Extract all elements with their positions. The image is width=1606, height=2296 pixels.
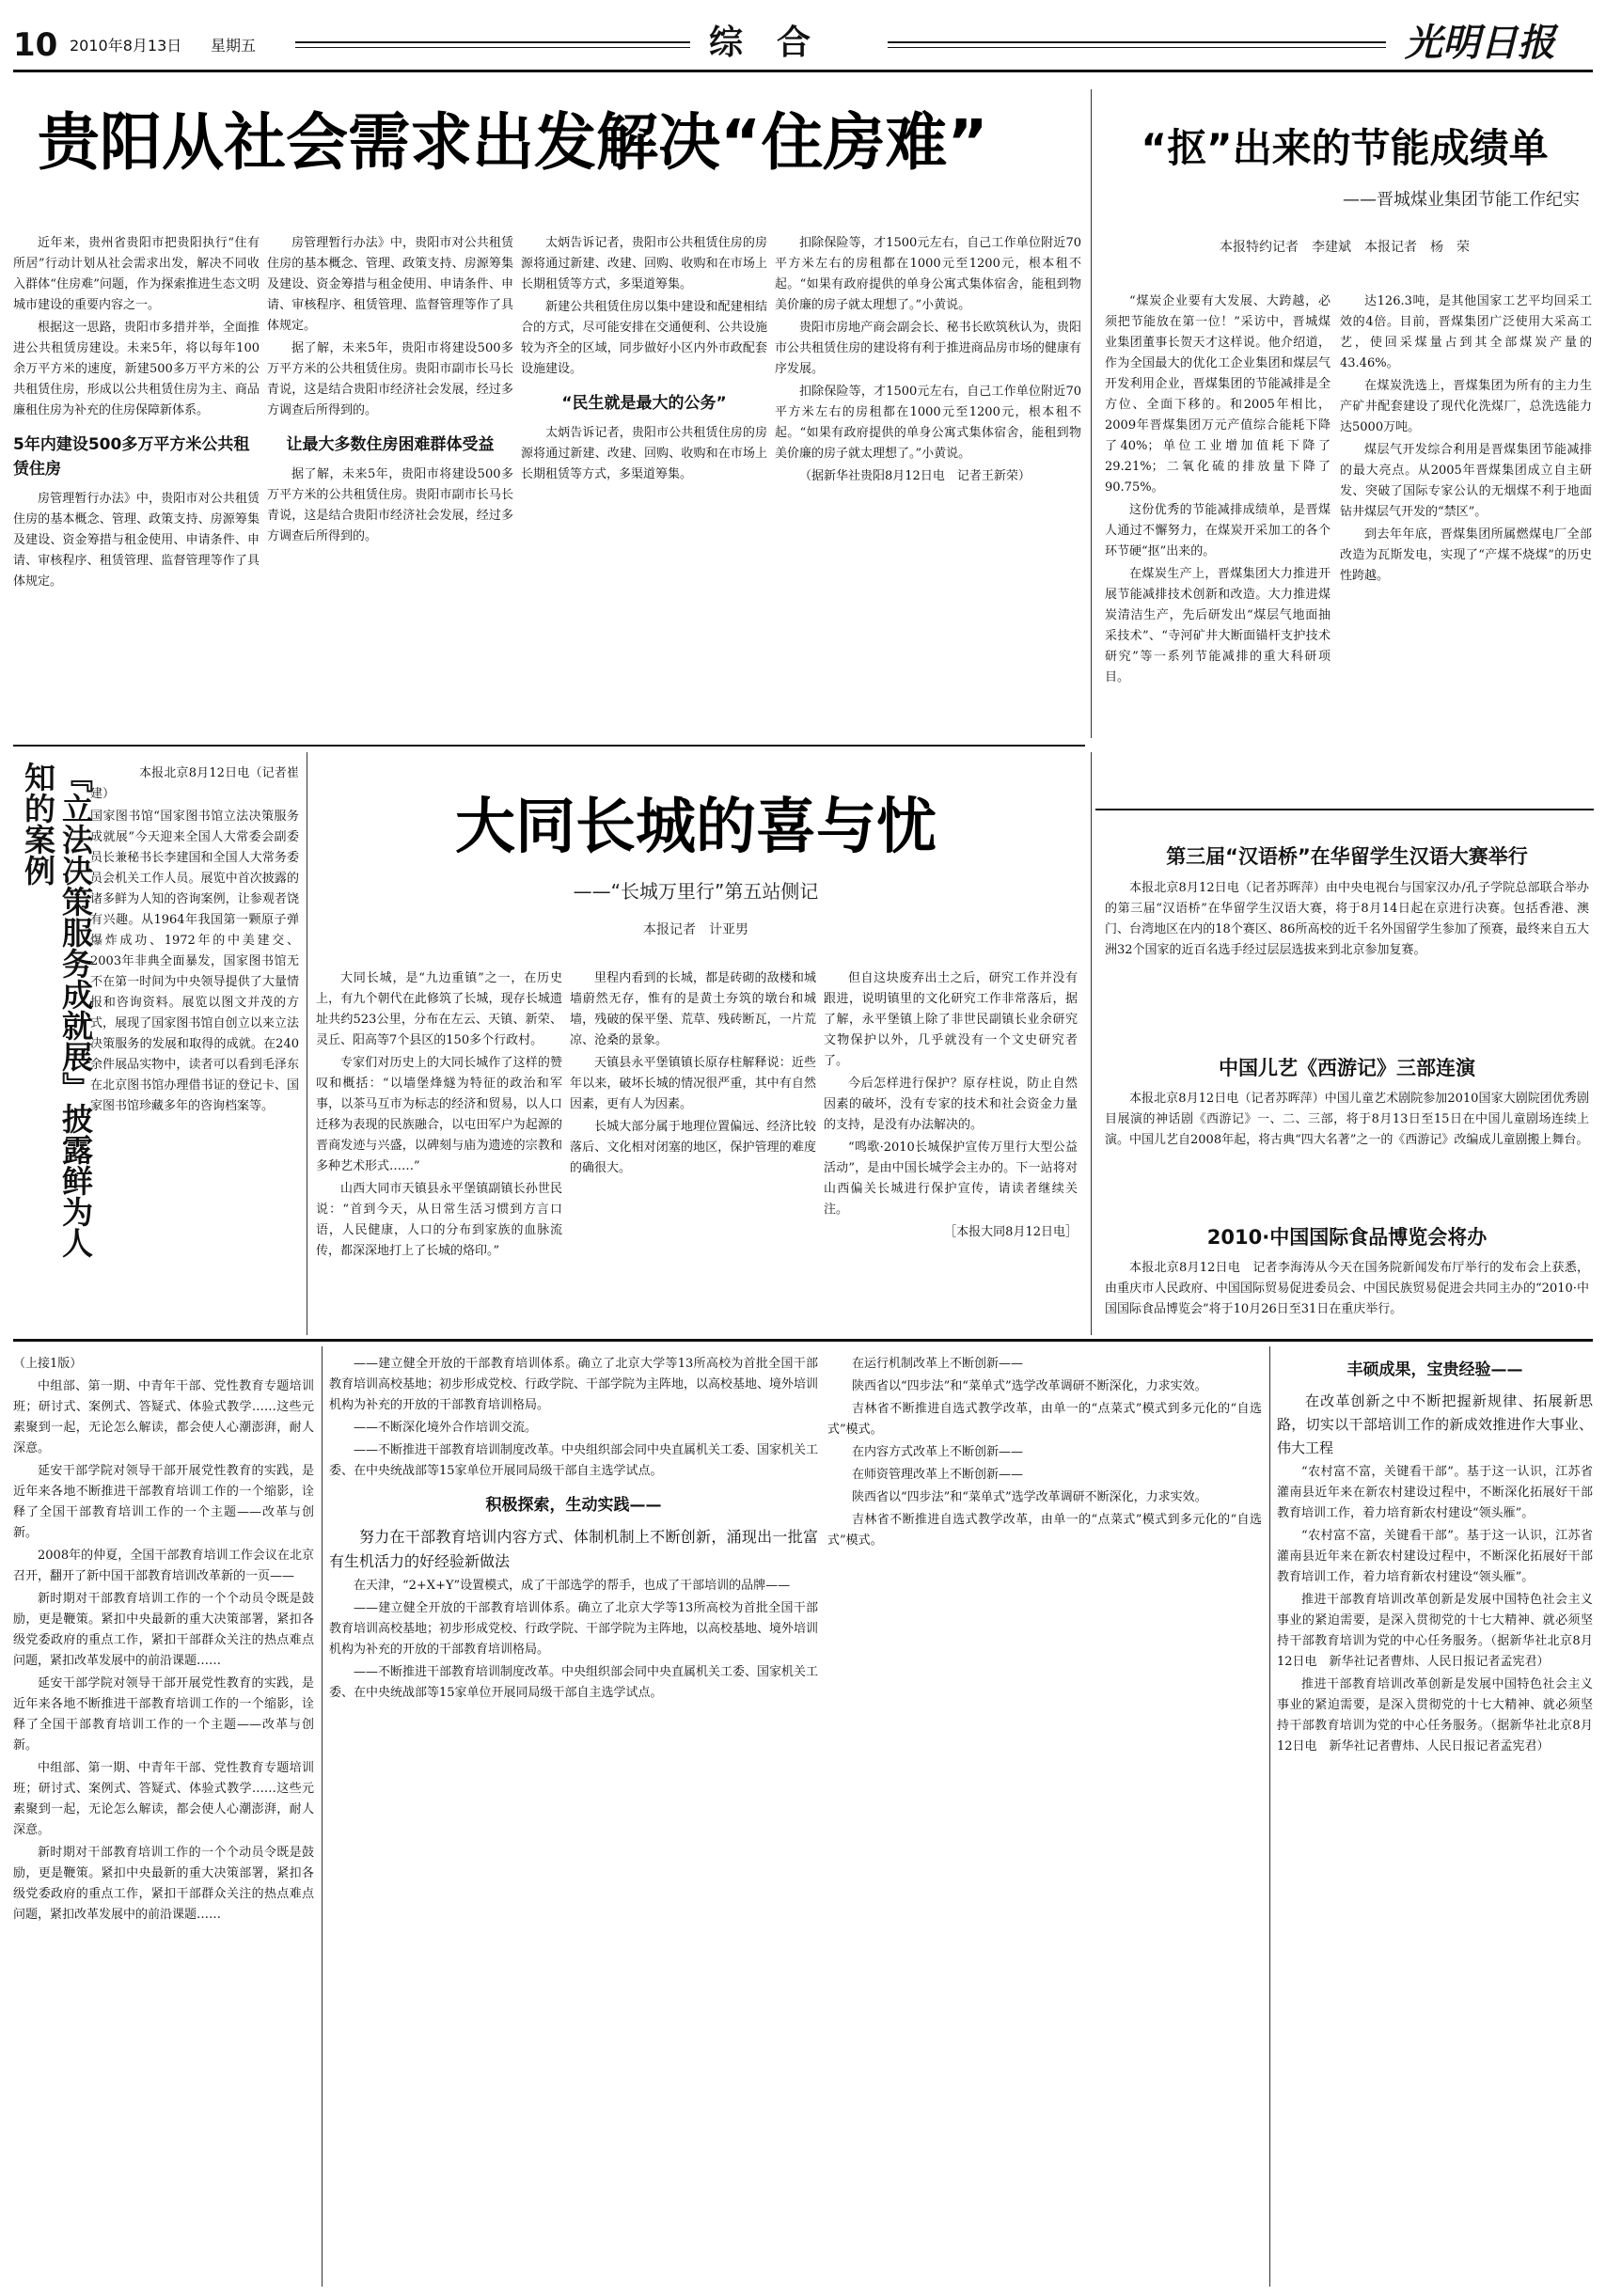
story4-col-3: 但自这块废弃出土之后，研究工作并没有跟进，说明镇里的文化研究工作非常落后，据了解，永平堡镇上除了非世民副镇长业余研究文物保护以外，几乎就没有一个文史研究者了。 今后怎样进行保护？原存柱说，防止自然因素的破坏，没有专家的技术和社会资金力量的支持，是没有办法解决的。 “鸣歌·2010长城保护宣传万里行大型公益活动”，是由中国长城学会主办的。下一站将对山西偏关长城进行保护宣传，请读者继续关注。 ［本报大同8月12日电］: [824, 968, 1078, 1330]
brief3-title: 2010·中国国际食品博览会将办: [1206, 1226, 1488, 1249]
story1-endnote: （据新华社贵阳8月12日电 记者王新荣）: [799, 469, 1031, 483]
story1-col-2: 房管理暂行办法》中，贵阳市对公共租赁住房的基本概念、管理、政策支持、房源筹集及建设、资金筹措与租金使用、申请条件、申请、审核程序、租赁管理、监督管理等作了具体规定。 据了解，未来5年，贵阳市将建设500多万平方米的公共租赁住房。贵阳市副市长马长青说，这是结合贵阳市经济社会发展，经过多方调查后所得到的。 让最大多数住房困难群体受益 据了解，未来5年，贵阳市将建设500多万平方米的公共租赁住房。贵阳市副市长马长青说，这是结合贵阳市经济社会发展，经过多方调查后所得到的。: [267, 236, 513, 543]
masthead-rule-right-2: [888, 47, 1386, 48]
brief3-body: 本报北京8月12日电 记者李海涛从今天在国务院新闻发布厅举行的发布会上获悉，由重庆市人民政府、中国国际贸易促进委员会、中国民族贸易促进会共同主办的“2010·中国国际食品博览会”将于10月26日至31日在重庆举行。: [1105, 1261, 1589, 1316]
divider-v1: [1091, 89, 1092, 738]
masthead: [13, 21, 1593, 70]
story1-subhead-3: “民生就是最大的公务”: [561, 394, 727, 413]
story1-col-1: 近年来，贵州省贵阳市把贵阳执行“住有所居”行动计划从社会需求出发，解决不同收入群体“住房难”问题，作为探索推进生态文明城市建设的重要内容之一。 根据这一思路，贵阳市多措并举，全面推进公共租赁房建设。未来5年，将以每年100余万平方米的速度，新建500多万平方米的公共租赁住房，形成以公共租赁住房为主、商品廉租住房为补充的住房保障新体系。 5年内建设500多万平方米公共租赁住房 房管理暂行办法》中，贵阳市对公共租赁住房的基本概念、管理、政策支持、房源筹集及建设、资金筹措与租金使用、申请条件、申请、审核程序、租赁管理、监督管理等作了具体规定。: [13, 236, 260, 589]
story2-byline: 本报特约记者 李建斌 本报记者 杨 荣: [1220, 240, 1470, 255]
divider-v3: [1091, 752, 1092, 1335]
story4-endnote: ［本报大同8月12日电］: [944, 1225, 1078, 1239]
brief1-title: 第三届“汉语桥”在华留学生汉语大赛举行: [1166, 845, 1528, 868]
story5-subhead-2: 丰硕成果，宝贵经验——: [1346, 1360, 1523, 1379]
story1-col-3: 太炳告诉记者，贵阳市公共租赁住房的房源将通过新建、改建、回购、收购和在市场上长期租赁等方式，多渠道筹集。 新建公共租赁住房以集中建设和配建相结合的方式，尽可能安排在交通便利、公共设施较为齐全的区域，同步做好小区内外市政配套设施建设。 “民生就是最大的公务” 太炳告诉记者，贵阳市公共租赁住房的房源将通过新建、改建、回购、收购和在市场上长期租赁等方式，多渠道筹集。: [521, 236, 767, 481]
story4-col-1: 大同长城，是“九边重镇”之一，在历史上，有九个朝代在此修筑了长城，现存长城遗址共约523公里，分布在左云、天镇、新荣、灵丘、阳高等7个县区的150多个行政村。 专家们对历史上的大同长城作了这样的赞叹和概括：“以墙堡烽燧为特征的政治和军事，以茶马互市为标志的经济和贸易，以人口迁移为表现的民族融合，以屯田军户为起源的晋商发迹与兴盛，以碑刻与庙为遗迹的宗教和多种艺术形式……” 山西大同市天镇县永平堡镇副镇长孙世民说：“首到今天，从日常生活习惯到方言口语，人民健康，人口的分布到家族的血脉流传，都深深地打上了长城的烙印。”: [316, 971, 562, 1258]
divider-v4: [322, 1346, 323, 2287]
story5-col-3: 在运行机制改革上不断创新—— 陕西省以“四步法”和“菜单式”选学改革调研不断深化，力求实效。 吉林省不断推进自选式教学改革，由单一的“点菜式”模式到多元化的“自选式”模式。 在内容方式改革上不断创新—— 在师资管理改革上不断创新—— 陕西省以“四步法”和“菜单式”选学改革调研不断深化，力求实效。 吉林省不断推进自选式教学改革，由单一的“点菜式”模式到多元化的“自选式”模式。: [827, 1357, 1262, 1548]
top-rule: [13, 70, 1593, 72]
newspaper-logo: 光明日报: [1405, 21, 1555, 65]
divider-h2: [13, 1339, 1593, 1342]
story5-col-1: （上接1版） 中组部、第一期、中青年干部、党性教育专题培训班；研讨式、案例式、答疑式、体验式教学……这些元素聚到一起，无论怎么解读，都会使人心潮澎湃，耐人深意。 延安干部学院对领导干部开展党性教育的实践，是近年来各地不断推进干部教育培训工作的一个缩影，诠释了全国干部教育培训工作的一个主题——改革与创新。 2008年的仲夏，全国干部教育培训工作会议在北京召开，翻开了新中国干部教育培训改革新的一页—— 新时期对干部教育培训工作的一个个动员令既是鼓励，更是鞭策。紧扣中央最新的重大决策部署，紧扣各级党委政府的重点工作，紧扣干部群众关注的热点难点问题，紧扣改革发展中的前沿课题…… 延安干部学院对领导干部开展党性教育的实践，是近年来各地不断推进干部教育培训工作的一个缩影，诠释了全国干部教育培训工作的一个主题——改革与创新。 中组部、第一期、中青年干部、党性教育专题培训班；研讨式、案例式、答疑式、体验式教学……这些元素聚到一起，无论怎么解读，都会使人心潮澎湃，耐人深意。 新时期对干部教育培训工作的一个个动员令既是鼓励，更是鞭策。紧扣中央最新的重大决策部署，紧扣各级党委政府的重点工作，紧扣干部群众关注的热点难点问题，紧扣改革发展中的前沿课题……: [13, 1354, 314, 2285]
story5-subhead-1-deck: 努力在干部教育培训内容方式、体制机制上不断创新，涌现出一批富有生机活力的好经验新做法: [329, 1528, 818, 1570]
section-name: 综 合: [709, 24, 811, 62]
story1-subhead-1: 5年内建设500多万平方米公共租赁住房: [13, 435, 250, 479]
divider-h1-right: [1095, 809, 1594, 810]
divider-h1: [13, 745, 1085, 747]
issue-date: 2010年8月13日: [70, 37, 182, 55]
story5-col-4: 丰硕成果，宝贵经验—— 在改革创新之中不断把握新规律、拓展新思路，切实以干部培训工作的新成效推进作大事业、伟大工程 “农村富不富，关键看干部”。基于这一认识，江苏省灌南县近年来在新农村建设过程中，不断深化拓展好干部教育培训工作，着力培育新农村建设“领头雁”。 “农村富不富，关键看干部”。基于这一认识，江苏省灌南县近年来在新农村建设过程中，不断深化拓展好干部教育培训工作，着力培育新农村建设“领头雁”。 推进干部教育培训改革创新是发展中国特色社会主义事业的紧迫需要，是深入贯彻党的十七大精神、就必须坚持干部教育培训为党的中心任务服务。（据新华社北京8月12日电 新华社记者曹炜、人民日报记者孟宪君） 推进干部教育培训改革创新是发展中国特色社会主义事业的紧迫需要，是深入贯彻党的十七大精神、就必须坚持干部教育培训为党的中心任务服务。（据新华社北京8月12日电 新华社记者曹炜、人民日报记者孟宪君）: [1277, 1354, 1593, 2285]
brief1-body: 本报北京8月12日电（记者苏晖萍）由中央电视台与国家汉办/孔子学院总部联合举办的第三届“汉语桥”在华留学生汉语大赛，将于8月14日起在京进行决赛。包括香港、澳门、台湾地区在内的18个赛区、86所高校的近千名外国留学生参加了预赛，最终来自五大洲32个国家的近百名选手经过层层选拔来到北京参加复赛。: [1105, 881, 1589, 957]
story5-subhead-1: 积极探索，生动实践——: [485, 1496, 662, 1515]
story2-col-1: “煤炭企业要有大发展、大跨越，必须把节能放在第一位！”采访中，晋城煤业集团董事长贺天才这样说。他介绍道，作为全国最大的优化工企业集团和煤层气开发利用企业，晋煤集团的节能减排是全方位、全面下移的。和2005年相比，2009年晋煤集团万元产值综合能耗下降了40%；单位工业增加值耗下降了29.21%；二氧化硫的排放量下降了90.75%。 这份优秀的节能减排成绩单，是晋煤人通过不懈努力，在煤炭开采加工的各个环节硬“抠”出来的。 在煤炭生产上，晋煤集团大力推进开展节能减排技术创新和改造。大力推进煤炭清洁生产，先后研发出“煤层气地面抽采技术”、“寺河矿井大断面锚杆支护技术研究”等一系列节能减排的重大科研项目。: [1105, 294, 1330, 684]
story5-continued: （上接1版）: [13, 1357, 83, 1371]
story1-subhead-2: 让最大多数住房困难群体受益: [286, 435, 495, 454]
issue-weekday: 星期五: [211, 37, 257, 55]
story3-body: 本报北京8月12日电（记者崔建） 国家图书馆“国家图书馆立法决策服务成就展”今天迎来全国人大常委会副委员长兼秘书长李建国和全国人大常务委员会机关工作人员。展览中首次披露的诸多鲜为人知的咨询案例，让参观者饶有兴趣。从1964年我国第一颗原子弹爆炸成功、1972年的中美建交、2003年非典全面暴发，国家图书馆无不在第一时间为中央领导提供了大量情报和咨询资料。展览以图文并茂的方式，展现了国家图书馆自创立以来立法决策服务的发展和取得的成就。在240余件展品实物中，读者可以看到毛泽东在北京图书馆办理借书证的登记卡、国家图书馆珍藏多年的咨询档案等。: [90, 763, 299, 1328]
masthead-rule-left: [295, 41, 690, 43]
page-number: 10: [13, 26, 58, 64]
brief2-title: 中国儿艺《西游记》三部连演: [1219, 1057, 1475, 1079]
story2-col-2: 达126.3吨，是其他国家工艺平均回采工效的4倍。目前，晋煤集团广泛使用大采高工艺，使回采煤量占到其全部煤炭产量的43.46%。 在煤炭洗选上，晋煤集团为所有的主力生产矿井配套建设了现代化洗煤厂，总洗选能力达5000万吨。 煤层气开发综合利用是晋煤集团节能减排的最大亮点。从2005年晋煤集团成立自主研发、突破了国际专家公认的无烟煤不利于地面钻井煤层气开发的“禁区”。 到去年年底，晋煤集团所属燃煤电厂全部改造为瓦斯发电，实现了“产煤不烧煤”的历史性跨越。: [1340, 294, 1592, 583]
masthead-rule-right: [888, 41, 1386, 43]
story1-headline: 贵阳从社会需求出发解决“住房难”: [38, 106, 988, 179]
story4-subtitle: ——“长城万里行”第五站侧记: [573, 880, 819, 903]
story5-subhead-2-deck: 在改革创新之中不断把握新规律、拓展新思路，切实以干部培训工作的新成效推进作大事业、伟大工程: [1277, 1392, 1593, 1456]
story4-headline: 大同长城的喜与忧: [455, 793, 937, 862]
masthead-rule-left-2: [295, 47, 690, 48]
story1-col-4: 扣除保险等，才1500元左右，自己工作单位附近70平方米左右的房租都在1000元至1200元，根本租不起。“如果有政府提供的单身公寓式集体宿舍，能租到物美价廉的房子就太理想了。”小黄说。 贵阳市房地产商会副会长、秘书长欧筑秋认为，贵阳市公共租赁住房的建设将有利于推进商品房市场的健康有序发展。 扣除保险等，才1500元左右，自己工作单位附近70平方米左右的房租都在1000元至1200元，根本租不起。“如果有政府提供的单身公寓式集体宿舍，能租到物美价廉的房子就太理想了。”小黄说。 （据新华社贵阳8月12日电 记者王新荣）: [775, 233, 1081, 731]
story4-col-2: 里程内看到的长城，都是砖砌的敌楼和城墙蔚然无存，惟有的是黄土夯筑的墩台和城墙，残破的保平堡、荒草、残砖断瓦，一片荒凉、沧桑的景象。 天镇县永平堡镇镇长原存柱解释说：近些年以来，破坏长城的情况很严重，其中有自然因素，更有人为因素。 长城大部分属于地理位置偏远、经济比较落后、文化相对闭塞的地区，保护管理的难度的确很大。: [570, 971, 816, 1175]
story2-subtitle: ——晋城煤业集团节能工作纪实: [1343, 190, 1580, 210]
story4-byline: 本报记者 计亚男: [643, 922, 748, 937]
story2-headline: “抠”出来的节能成绩单: [1141, 125, 1549, 171]
story3-dateline: 本报北京8月12日电（记者崔建）: [90, 766, 299, 801]
story5-col-2: ——建立健全开放的干部教育培训体系。确立了北京大学等13所高校为首批全国干部教育培训高校基地；初步形成党校、行政学院、干部学院为主阵地，以高校基地、境外培训机构为补充的开放的干部教育培训格局。 ——不断深化境外合作培训交流。 ——不断推进干部教育培训制度改革。中央组织部会同中央直属机关工委、国家机关工委、在中央统战部等15家单位开展同局级干部自主选学试点。 积极探索，生动实践—— 努力在干部教育培训内容方式、体制机制上不断创新，涌现出一批富有生机活力的好经验新做法 在天津，“2+X+Y”设置模式，成了干部选学的帮手，也成了干部培训的品牌—— ——建立健全开放的干部教育培训体系。确立了北京大学等13所高校为首批全国干部教育培训高校基地；初步形成党校、行政学院、干部学院为主阵地，以高校基地、境外培训机构为补充的开放的干部教育培训格局。 ——不断推进干部教育培训制度改革。中央组织部会同中央直属机关工委、国家机关工委、在中央统战部等15家单位开展同局级干部自主选学试点。: [329, 1357, 818, 1700]
story3-vertical-headline: 『立法决策服务成就展』披露鲜为人知的案例: [20, 762, 94, 1258]
divider-v5: [1269, 1346, 1270, 2287]
brief2-body: 本报北京8月12日电（记者苏晖萍）中国儿童艺术剧院参加2010国家大剧院团优秀剧目展演的神话剧《西游记》一、二、三部，将于8月13日至15日在中国儿童剧场连续上演。中国儿艺自2008年起，将古典“四大名著”之一的《西游记》改编成儿童剧搬上舞台。: [1105, 1092, 1589, 1147]
